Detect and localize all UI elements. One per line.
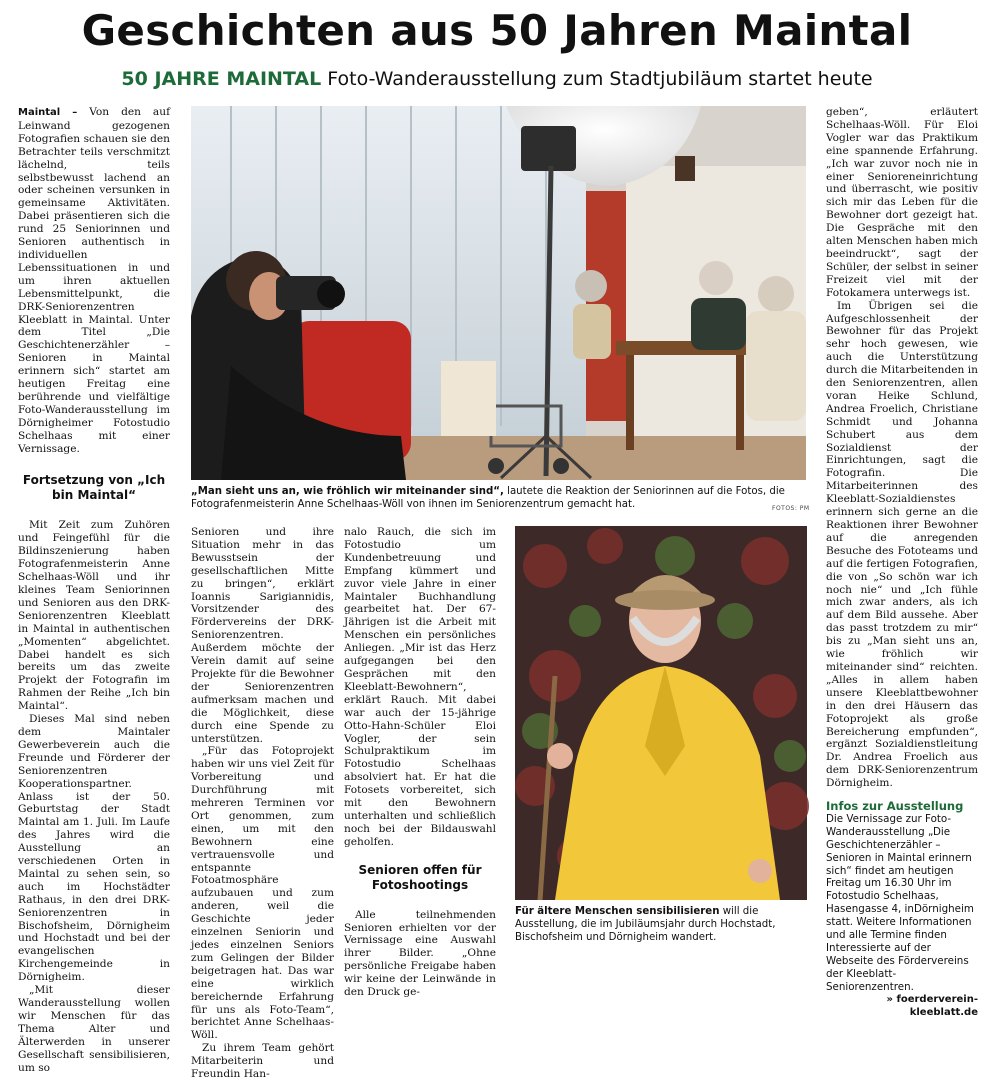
- paragraph: geben“, erläutert Schelhaas-Wöll. Für Eloi Vogler war das Praktikum eine spannende Erfahrung. „Ich war zuvor noch nie in einer Senioreneinrichtung und überrascht, wie positiv sich mir das Leben für die Bewohner dort gezeigt hat. Die Gespräche mit den alten Menschen haben mich beeindruckt“, sagt der Schüler, der selbst in seiner Freizeit viel mit der Fotokamera unterwegs ist.: [826, 106, 978, 299]
- website-link[interactable]: » foerderverein-kleeblatt.de: [886, 993, 978, 1018]
- photo-senior-yellow-raincoat: [515, 526, 807, 900]
- column-3: [344, 526, 496, 999]
- column-2: [191, 526, 334, 1081]
- paragraph: Alle teilnehmenden Senioren erhielten vor der Vernissage eine Auswahl ihrer Bilder. „Ohne persönliche Freigabe haben wir keine der Leinwände in den Druck ge-: [344, 908, 496, 999]
- column-4: [826, 106, 978, 1018]
- info-box-heading: Infos zur Ausstellung: [826, 799, 964, 814]
- paragraph: Mit Zeit zum Zuhören und Feingefühl für die Bildinszenierung haben Fotografenmeisterin Anne Schelhaas-Wöll und ihr kleines Team Seniorinnen und Senioren aus den DRK-Seniorenzentren Kleeblatt in Maintal in authentischen „Momenten“ abgelichtet. Dabei handelt es sich bereits um das zweite Projekt der Fotografin im Rahmen der Reihe „Ich bin Maintal“.: [18, 519, 170, 713]
- column-1: [18, 106, 170, 1074]
- crosshead-fortsetzung: Fortsetzung von „Ich bin Maintal“: [22, 473, 166, 503]
- paragraph: Im Übrigen sei die Aufgeschlossenheit der Bewohner für das Projekt sehr hoch gewesen, wie auch die Unterstützung durch die Mitarbeitenden in den Seniorenzentren, allen voran Heike Schlund, Andrea Froelich, Christiane Schmidt und Johanna Schubert aus dem Sozialdienst der Einrichtungen, sagt die Fotografin. Die Mitarbeiterinnen des Kleeblatt-Sozialdienstes erinnern sich gerne an die Reaktionen ihrer Bewohner auf die anregenden Besuche des Fototeams und auf die fertigen Fotografien, die von „So schön war ich noch nie“ und „Ich fühle mich zwar anders, als ich auf dem Bild aussehe. Aber das passt trotzdem zu mir“ bis zu „Man sieht uns an, wie fröhlich wir miteinander sind“ reichten. „Alles in allem haben unsere Kleeblattbewohner in den drei Häusern das Fotoprojekt als große Bereicherung empfunden“, ergänzt Sozialdienstleitung Dr. Andrea Froelich aus dem DRK-Seniorenzentrum Dörnigheim.: [826, 299, 978, 790]
- subline-text: Foto-Wanderausstellung zum Stadtjubiläum startet heute: [327, 68, 873, 90]
- caption-photo-1: „Man sieht uns an, wie fröhlich wir miteinander sind“, lautete die Reaktion der Seniorinnen auf die Fotos, die Fotografenmeisterin Anne Schelhaas-Wöll von ihnen im Seniorenzentrum gemacht hat.: [191, 486, 785, 510]
- caption-photo-2: Für ältere Menschen sensibilisieren will die Ausstellung, die im Jubiläumsjahr durch Hochstadt, Bischofsheim und Dörnigheim wandert.: [515, 906, 776, 943]
- paragraph: Senioren und ihre Situation mehr in das Bewusstsein der gesellschaftlichen Mitte zu bringen“, erklärt Ioannis Sarigiannidis, Vorsitzender des Fördervereins der DRK-Seniorenzentren. Außerdem möchte der Verein damit auf seine Projekte für die Bewohner der Seniorenzentren aufmerksam machen und die Möglichkeit, diese durch eine Spende zu unterstützen.: [191, 526, 334, 745]
- photo-credit: FOTOS: PM: [772, 505, 810, 512]
- info-box-text: Die Vernissage zur Foto-Wanderausstellung „Die Geschichtenerzähler – Senioren in Maintal erinnern sich“ findet am heutigen Freitag um 16.30 Uhr im Fotostudio Schelhaas, Hasengasse 4, inDörnigheim statt. Weitere Informationen und alle Termine finden Interessierte auf der Webseite des Fördervereins der Kleeblatt-Seniorenzentren.: [826, 812, 974, 993]
- photo-senior-yellow-raincoat-image: [515, 526, 807, 900]
- paragraph: Dieses Mal sind neben dem Maintaler Gewerbeverein auch die Freunde und Förderer der Seniorenzentren Kooperationspartner. Anlass ist der 50. Geburtstag der Stadt Maintal am 1. Juli. Im Laufe des Jahres wird die Ausstellung an verschiedenen Orten in Maintal zu sehen sein, so auch im Hochstädter Rathaus, in den drei DRK-Seniorenzentren in Bischofsheim, Dörnigheim und Hochstadt und bei der evangelischen Kirchengemeinde in Dörnigheim.: [18, 713, 170, 984]
- paragraph: Zu ihrem Team gehört Mitarbeiterin und Freundin Han-: [191, 1042, 334, 1081]
- dateline: Maintal –: [18, 107, 78, 118]
- photo-seniors-photoshoot: [191, 106, 806, 480]
- crosshead-senioren: Senioren offen für Fotoshootings: [358, 862, 482, 892]
- headline: Geschichten aus 50 Jahren Maintal: [81, 6, 913, 55]
- paragraph: nalo Rauch, die sich im Fotostudio um Kundenbetreuung und Empfang kümmert und zuvor viele Jahre in einer Maintaler Buchhandlung gearbeitet hat. Der 67-Jährigen ist die Arbeit mit Menschen ein persönliches Anliegen. „Mir ist das Herz aufgegangen bei den Gesprächen mit den Kleeblatt-Bewohnern“, erklärt Rauch. Mit dabei war auch der 15-jährige Otto-Hahn-Schüler Eloi Vogler, der sein Schulpraktikum im Fotostudio Schelhaas absolviert hat. Er hat die Fotosets vorbereitet, sich mit den Bewohnern unterhalten und schließlich noch bei der Bildauswahl geholfen.: [344, 526, 496, 848]
- paragraph: „Für das Fotoprojekt haben wir uns viel Zeit für Vorbereitung und Durchführung mit mehreren Terminen vor Ort genommen, zum einen, um mit den Bewohnern eine vertrauensvolle und entspannte Fotoatmosphäre aufzubauen und zum anderen, weil die Geschichte jeder einzelnen Seniorin und jedes einzelnen Seniors zum Gelingen der Bilder beigetragen hat. Das war eine wirklich bereichernde Erfahrung für uns als Foto-Team“, berichtet Anne Schelhaas-Wöll.: [191, 745, 334, 1042]
- lead-paragraph: Maintal – Von den auf Leinwand gezogenen Fotografien schauen sie den Betrachter teils verschmitzt lächelnd, teils selbstbewusst lachend an oder scheinen versunken in gemeinsame Aktivitäten. Dabei präsentieren sich die rund 25 Seniorinnen und Senioren authentisch in individuellen Lebenssituationen in und um ihren aktuellen Lebensmittelpunkt, die DRK-Seniorenzentren Kleeblatt in Maintal. Unter dem Titel „Die Geschichtenerzähler – Senioren in Maintal erinnern sich“ startet am heutigen Freitag eine berührende und vielfältige Foto-Wanderausstellung im Dörnigheimer Fotostudio Schelhaas mit einer Vernissage.: [18, 106, 170, 455]
- photo-seniors-photoshoot-image: [191, 106, 806, 480]
- subline-kicker: 50 JAHRE MAINTAL: [121, 68, 322, 90]
- subline: [0, 68, 994, 90]
- paragraph: „Mit dieser Wanderausstellung wollen wir Menschen für das Thema Alter und Älterwerden in unserer Gesellschaft sensibilisieren, um so: [18, 984, 170, 1074]
